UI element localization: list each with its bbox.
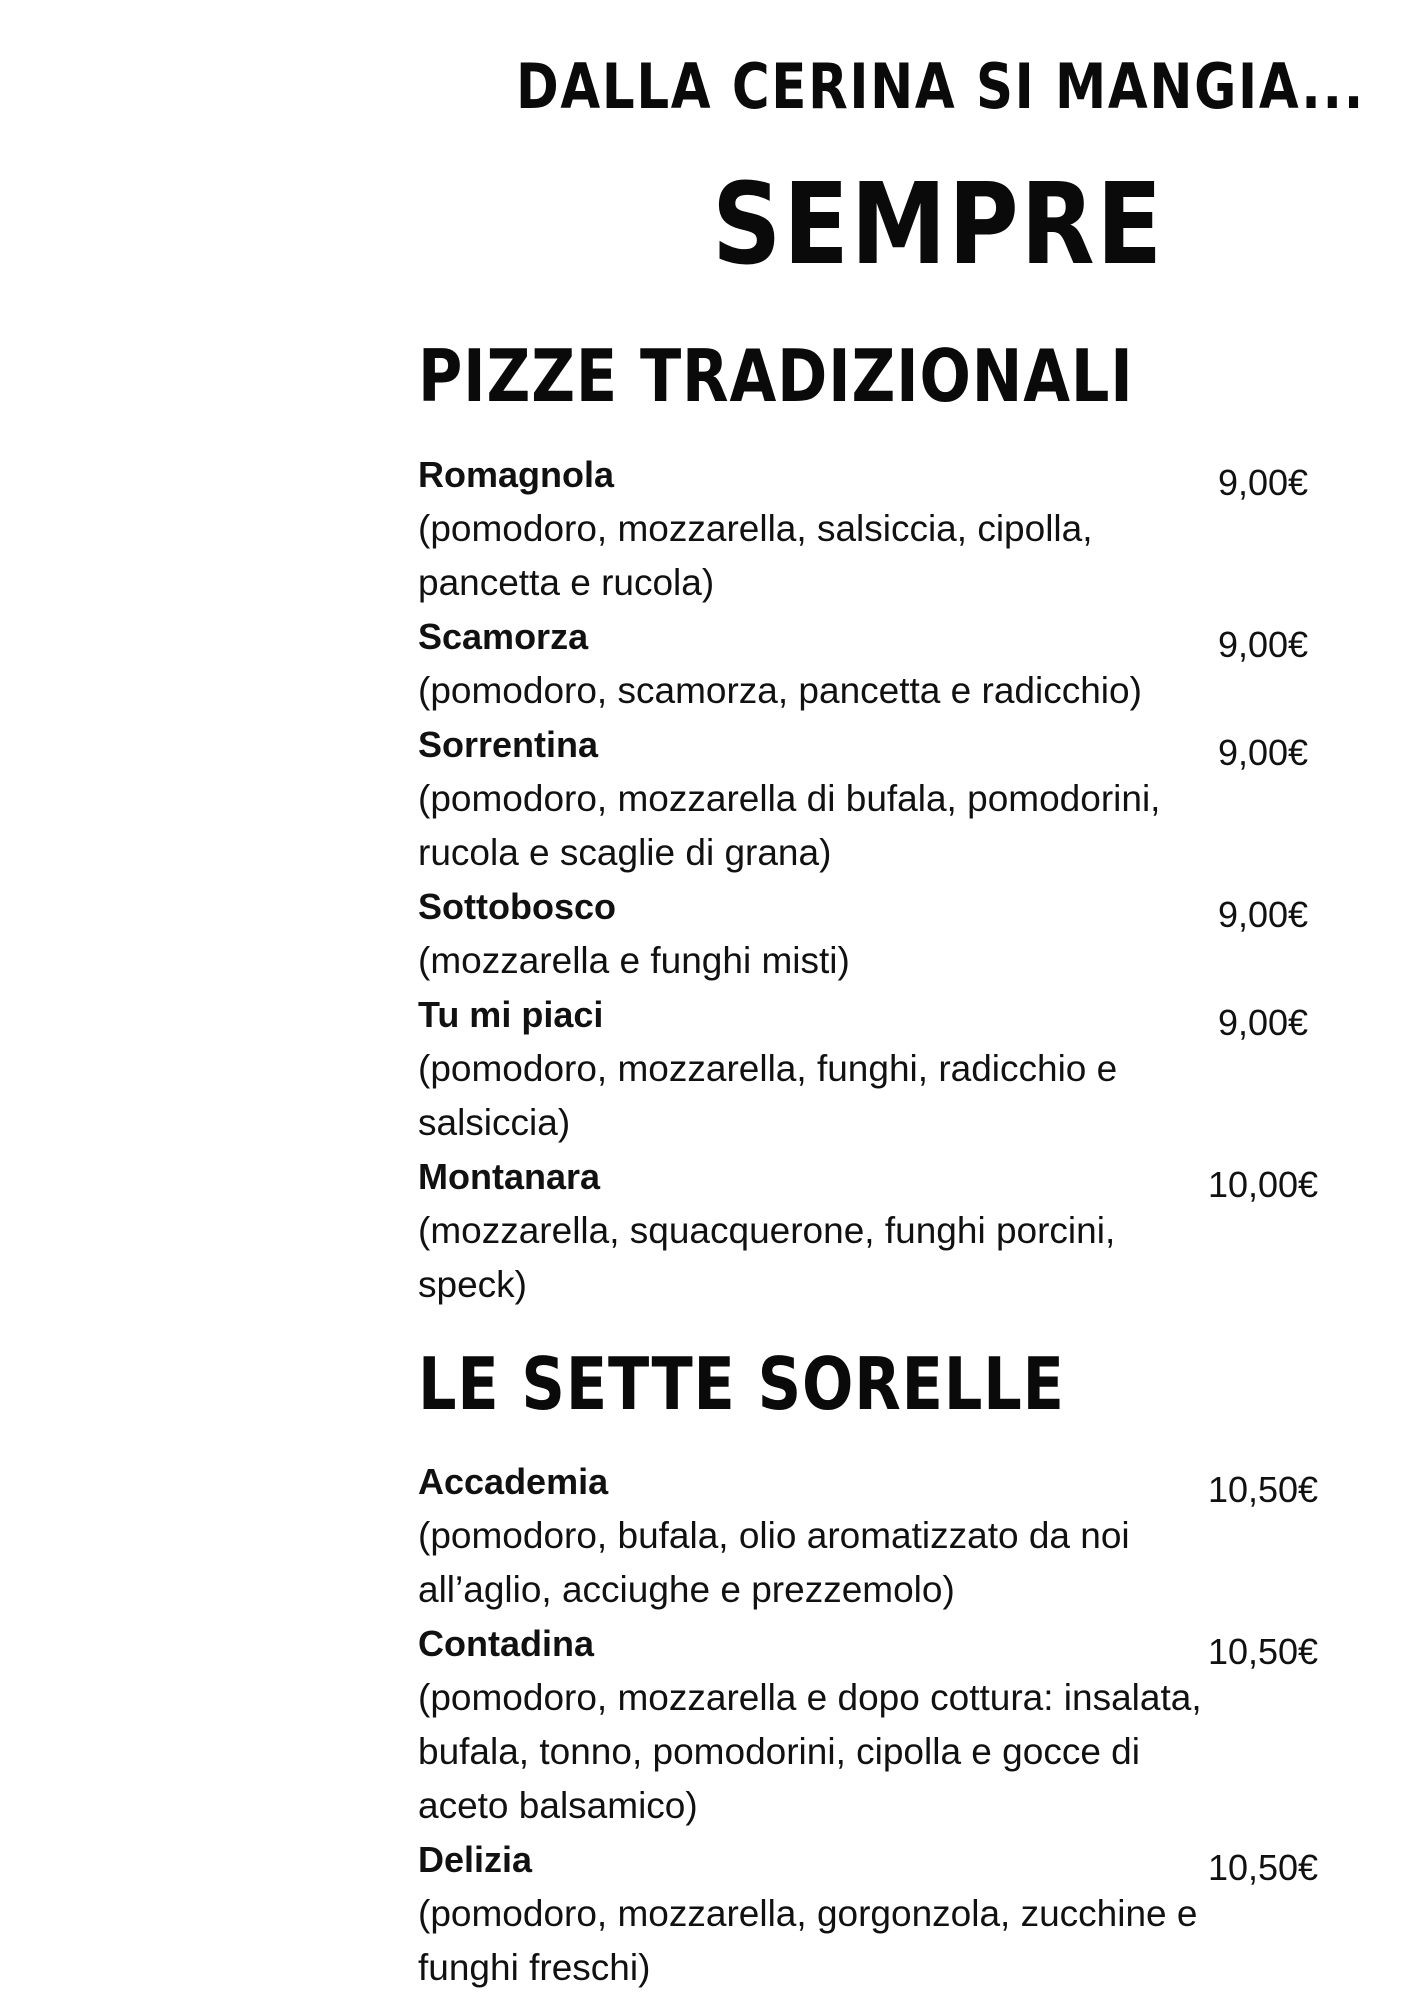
menu-item-montanara — [418, 1150, 1338, 1312]
menu-item-name: Sorrentina — [418, 724, 599, 765]
menu-list-pizze-tradizionali — [418, 448, 1338, 1312]
menu-item-description: (mozzarella e funghi misti) — [418, 940, 850, 981]
menu-item-name: Delizia — [418, 1839, 533, 1880]
menu-item-sottobosco — [418, 880, 1338, 988]
menu-item-price: 9,00€ — [1217, 894, 1309, 935]
menu-item-name: Tu mi piaci — [418, 994, 604, 1035]
menu-item-description: (mozzarella, squacquerone, funghi porcini, speck) — [418, 1210, 1116, 1305]
menu-item-delizia — [418, 1833, 1338, 1995]
menu-item-name: Montanara — [418, 1156, 601, 1197]
menu-item-name: Contadina — [418, 1623, 594, 1664]
menu-item-price: 10,50€ — [1207, 1469, 1319, 1510]
menu-item-price: 10,50€ — [1207, 1631, 1319, 1672]
menu-item-description: (pomodoro, mozzarella, funghi, radicchio e salsiccia) — [418, 1048, 1118, 1143]
menu-item-description: (pomodoro, mozzarella, salsiccia, cipolla, pancetta e rucola) — [418, 508, 1093, 603]
menu-item-name: Sottobosco — [418, 886, 616, 927]
menu-title: DALLA CERINA SI MANGIA... — [516, 50, 1365, 123]
menu-subtitle: SEMPRE — [712, 160, 1164, 290]
menu-item-accademia — [418, 1455, 1338, 1617]
menu-item-name: Romagnola — [418, 454, 615, 495]
menu-item-price: 9,00€ — [1217, 1002, 1309, 1043]
menu-item-romagnola — [418, 448, 1338, 610]
menu-item-tu-mi-piaci — [418, 988, 1338, 1150]
section-title-pizze-tradizionali: PIZZE TRADIZIONALI — [418, 334, 1134, 418]
menu-item-description: (pomodoro, bufala, olio aromatizzato da noi all’aglio, acciughe e prezzemolo) — [418, 1515, 1130, 1610]
menu-item-description: (pomodoro, mozzarella di bufala, pomodorini, rucola e scaglie di grana) — [418, 778, 1161, 873]
menu-item-price: 10,00€ — [1207, 1164, 1319, 1205]
menu-item-price: 9,00€ — [1217, 624, 1309, 665]
menu-item-description: (pomodoro, mozzarella e dopo cottura: insalata, bufala, tonno, pomodorini, cipolla e gocce di aceto balsamico) — [418, 1677, 1202, 1826]
menu-item-description: (pomodoro, mozzarella, gorgonzola, zucchine e funghi freschi) — [418, 1893, 1198, 1988]
menu-item-description: (pomodoro, scamorza, pancetta e radicchio) — [418, 670, 1142, 711]
section-title-le-sette-sorelle: LE SETTE SORELLE — [418, 1342, 1065, 1426]
menu-item-price: 10,50€ — [1207, 1847, 1319, 1888]
menu-item-name: Scamorza — [418, 616, 589, 657]
menu-list-le-sette-sorelle — [418, 1455, 1338, 1995]
menu-item-sorrentina — [418, 718, 1338, 880]
menu-item-contadina — [418, 1617, 1338, 1833]
menu-item-price: 9,00€ — [1217, 462, 1309, 503]
menu-item-scamorza — [418, 610, 1338, 718]
menu-item-name: Accademia — [418, 1461, 609, 1502]
menu-item-price: 9,00€ — [1217, 732, 1309, 773]
